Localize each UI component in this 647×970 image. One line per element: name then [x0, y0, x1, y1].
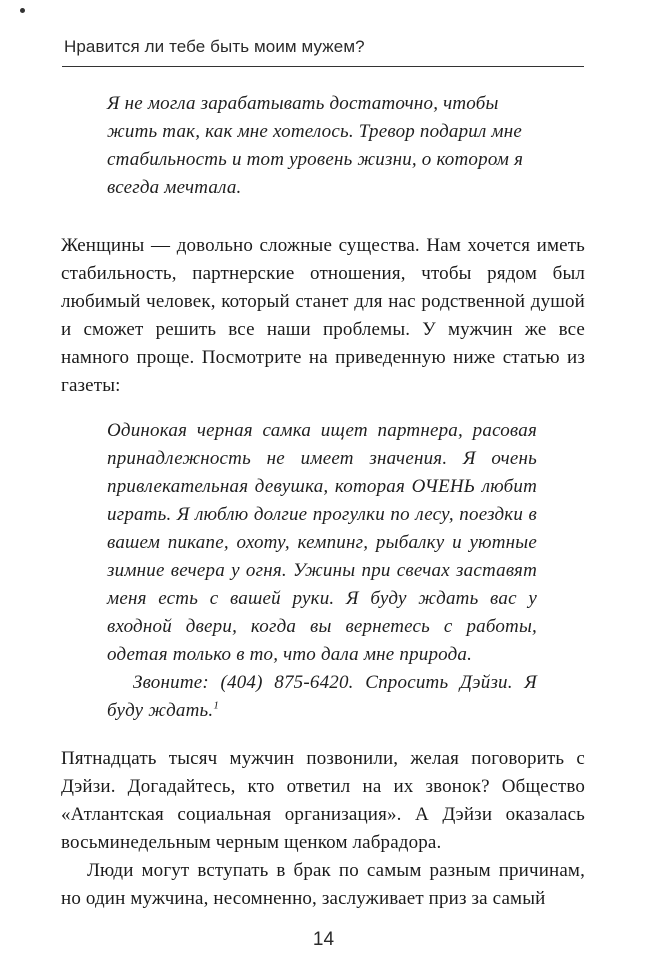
body-2-paragraph-2: Люди могут вступать в брак по самым разным причинам, но один мужчина, несомненно, заслуживает приз за самый [61, 860, 585, 909]
body-1-text: Женщины — довольно сложные существа. Нам хочется иметь стабильность, партнерские отношения, чтобы рядом был любимый человек, который станет для нас родственной душой и сможет решить все наши проблемы. У мужчин же все намного проще. Посмотрите на приведенную ниже статью из газеты: [61, 235, 585, 396]
body-paragraphs-2 [61, 745, 585, 913]
page-number: 14 [312, 929, 335, 950]
scan-speck [20, 8, 25, 13]
quote-block-2 [107, 417, 537, 725]
quote-2-closing: Звоните: (404) 875-6420. Спросить Дэйзи. Я буду ждать. [107, 672, 537, 721]
header-rule [62, 66, 584, 67]
quote-1-text: Я не могла зарабатывать достаточно, чтобы жить так, как мне хотелось. Тревор подарил мне стабильность и тот уровень жизни, о котором я всегда мечтала. [107, 93, 524, 198]
body-2-paragraph-1: Пятнадцать тысяч мужчин позвонили, желая поговорить с Дэйзи. Догадайтесь, кто ответил на их звонок? Общество «Атлантская социальная организация». А Дэйзи оказалась восьминедельным черным щенком лабрадора. [61, 748, 585, 853]
quote-2-closing-line [107, 669, 537, 725]
footnote-mark: 1 [213, 699, 220, 712]
quote-block-1 [107, 90, 547, 202]
quote-2-text: Одинокая черная самка ищет партнера, расовая принадлежность не имеет значения. Я очень привлекательная девушка, которая ОЧЕНЬ любит играть. Я люблю долгие прогулки по лесу, поездки в вашем пикапе, охоту, кемпинг, рыбалку и уютные зимние вечера у огня. Ужины при свечах заставят меня есть с вашей руки. Я буду ждать вас у входной двери, когда вы вернетесь с работы, одетая только в то, что дала мне природа. [107, 420, 537, 665]
body-paragraph-1 [61, 232, 585, 400]
running-header: Нравится ли тебе быть моим мужем? [64, 37, 365, 56]
